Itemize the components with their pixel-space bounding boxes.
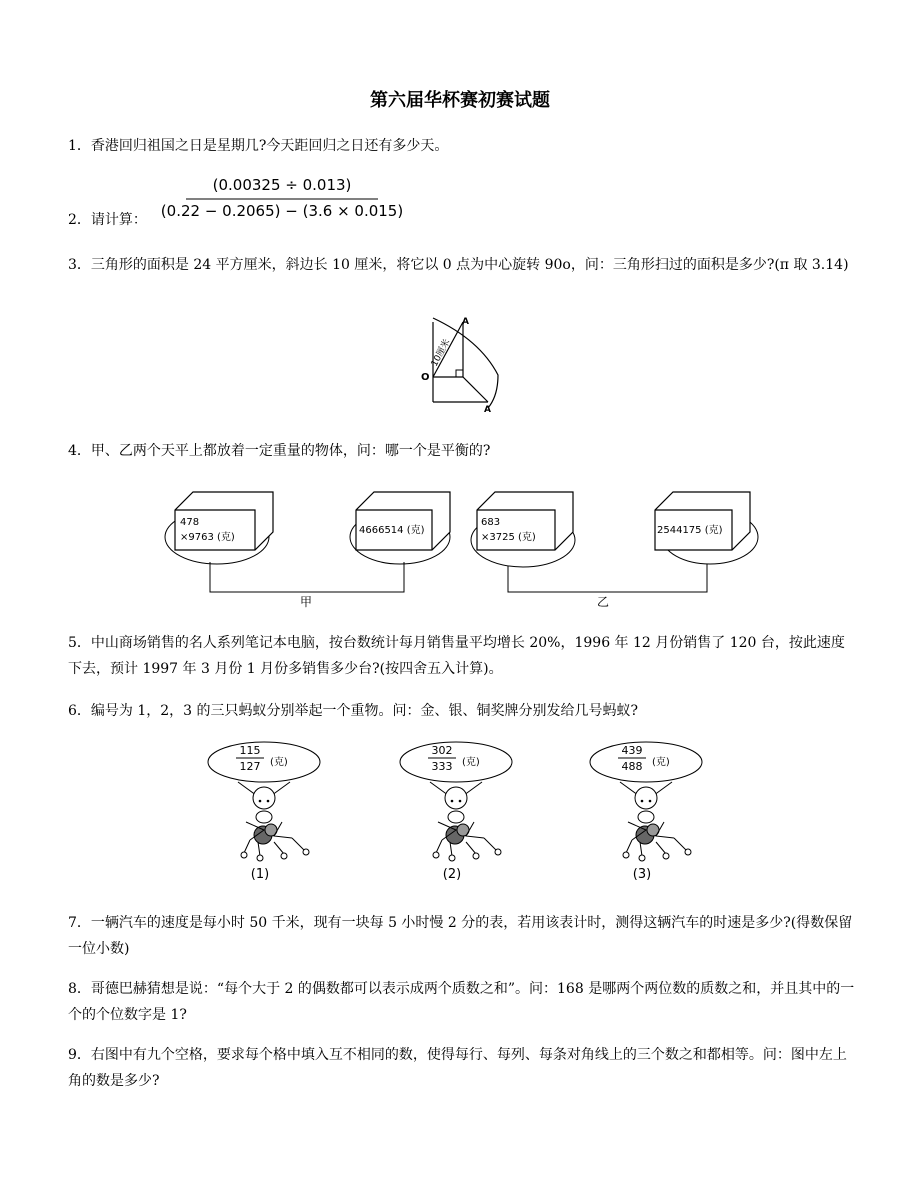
- ant-head: [253, 787, 275, 809]
- question-7: 7．一辆汽车的速度是每小时 50 千米，现有一块每 5 小时慢 2 分的表，若用该表计时，测得这辆汽车的时速是多少?(得数保留一位小数): [68, 915, 853, 957]
- weight-unit: (克): [462, 757, 480, 768]
- weight-unit: (克): [270, 757, 288, 768]
- ant-foot: [303, 849, 309, 855]
- page-title: 第六届华杯赛初赛试题: [370, 90, 550, 111]
- ant-foot: [449, 855, 455, 861]
- weight-disc: [208, 742, 320, 782]
- question-5: 5．中山商场销售的名人系列笔记本电脑，按台数统计每月销售量平均增长 20%，1996 年 12 月份销售了 120 台，按此速度下去，预计 1997 年 3 月份 1 月份多销售多少台?(按四舍五入计算)。: [68, 635, 845, 677]
- question-3: 3．三角形的面积是 24 平方厘米，斜边长 10 厘米，将它以 0 点为中心旋转 90o，问：三角形扫过的面积是多少?(π 取 3.14): [68, 257, 849, 273]
- ant-leg: [244, 840, 250, 853]
- box1-factor: 478: [180, 517, 200, 528]
- ant-label: (1): [250, 867, 270, 882]
- box3-multiplier: ×3725 (克): [481, 532, 536, 543]
- question-2: 2．请计算：: [68, 212, 147, 228]
- ant-head: [635, 787, 657, 809]
- question-4: 4．甲、乙两个天平上都放着一定重量的物体，问：哪一个是平衡的?: [68, 443, 491, 459]
- ant-3: [590, 742, 702, 882]
- ant-foot: [639, 855, 645, 861]
- ant-thorax: [256, 811, 272, 823]
- ant-foot: [257, 855, 263, 861]
- weight-denominator: 333: [431, 760, 453, 773]
- ant-leg: [258, 842, 260, 856]
- weight-disc: [590, 742, 702, 782]
- ant-eye: [267, 800, 270, 803]
- q4-balances-figure: [160, 482, 760, 612]
- ant-leg: [436, 840, 442, 853]
- weight-disc: [400, 742, 512, 782]
- q6-ants-figure: [190, 738, 710, 890]
- ant-thorax: [638, 811, 654, 823]
- weight-denominator: 127: [239, 760, 261, 773]
- ant-2: [400, 742, 512, 882]
- ant-leg: [466, 842, 476, 854]
- scale-label-yi: 乙: [597, 595, 610, 609]
- ant-leg: [450, 842, 452, 856]
- ant-eye: [451, 800, 454, 803]
- rotated-hypotenuse: [463, 377, 488, 402]
- box3-factor: 683: [481, 517, 501, 528]
- formula-numerator: (0.00325 ÷ 0.013): [212, 176, 352, 194]
- scale-beam: [210, 562, 404, 592]
- ant-leg: [626, 840, 632, 853]
- formula-denominator: (0.22 − 0.2065) − (3.6 × 0.015): [160, 202, 404, 220]
- ant-leg: [292, 838, 304, 850]
- point-o: O: [421, 372, 430, 383]
- ant-thorax: [448, 811, 464, 823]
- ant-foot: [281, 853, 287, 859]
- ant-leg: [274, 842, 284, 854]
- box: [356, 492, 450, 550]
- point-a-bottom: A: [484, 405, 491, 415]
- question-1: 1．香港回归祖国之日是星期几?今天距回归之日还有多少天。: [68, 138, 449, 154]
- ant-leg: [484, 838, 496, 850]
- box1-multiplier: ×9763 (克): [180, 532, 235, 543]
- weight-denominator: 488: [621, 760, 643, 773]
- ant-label: (2): [442, 867, 462, 882]
- ant-foot: [495, 849, 501, 855]
- ant-foot: [663, 853, 669, 859]
- box: [655, 492, 750, 550]
- ant-leg: [640, 842, 642, 856]
- box2-weight: 4666514 (克): [359, 525, 425, 536]
- ant-foot: [685, 849, 691, 855]
- scale-beam: [508, 564, 707, 592]
- question-9: 9．右图中有九个空格，要求每个格中填入互不相同的数，使得每行、每列、每条对角线上的三个数之和都相等。问：图中左上角的数是多少?: [68, 1047, 847, 1089]
- right-angle-mark: [456, 370, 463, 377]
- q2-formula: [160, 170, 404, 226]
- weight-numerator: 115: [239, 744, 261, 757]
- sweep-arc: [433, 318, 498, 408]
- ant-foot: [623, 852, 629, 858]
- side-length-label: 10厘米: [429, 337, 453, 369]
- scale-label-jia: 甲: [300, 595, 313, 609]
- ant-eye: [259, 800, 262, 803]
- ant-foot: [241, 852, 247, 858]
- question-6: 6．编号为 1，2，3 的三只蚂蚁分别举起一个重物。问：金、银、铜奖牌分别发给几号蚂蚁?: [68, 703, 639, 719]
- question-8: 8．哥德巴赫猜想是说：“每个大于 2 的偶数都可以表示成两个质数之和”。问：168 是哪两个两位数的质数之和，并且其中的一个的个位数字是 1?: [68, 981, 855, 1023]
- weight-numerator: 302: [431, 744, 453, 757]
- ant-leg: [656, 842, 666, 854]
- ant-foot: [473, 853, 479, 859]
- weight-numerator: 439: [621, 744, 643, 757]
- point-a-top: A: [462, 317, 469, 327]
- box4-weight: 2544175 (克): [657, 525, 723, 536]
- ant-foot: [433, 852, 439, 858]
- q3-triangle-figure: [418, 312, 508, 414]
- ant-label: (3): [632, 867, 652, 882]
- ant-eye: [641, 800, 644, 803]
- ant-1: [208, 742, 320, 882]
- ant-eye: [649, 800, 652, 803]
- ant-eye: [459, 800, 462, 803]
- ant-leg: [674, 838, 686, 850]
- weight-unit: (克): [652, 757, 670, 768]
- ant-head: [445, 787, 467, 809]
